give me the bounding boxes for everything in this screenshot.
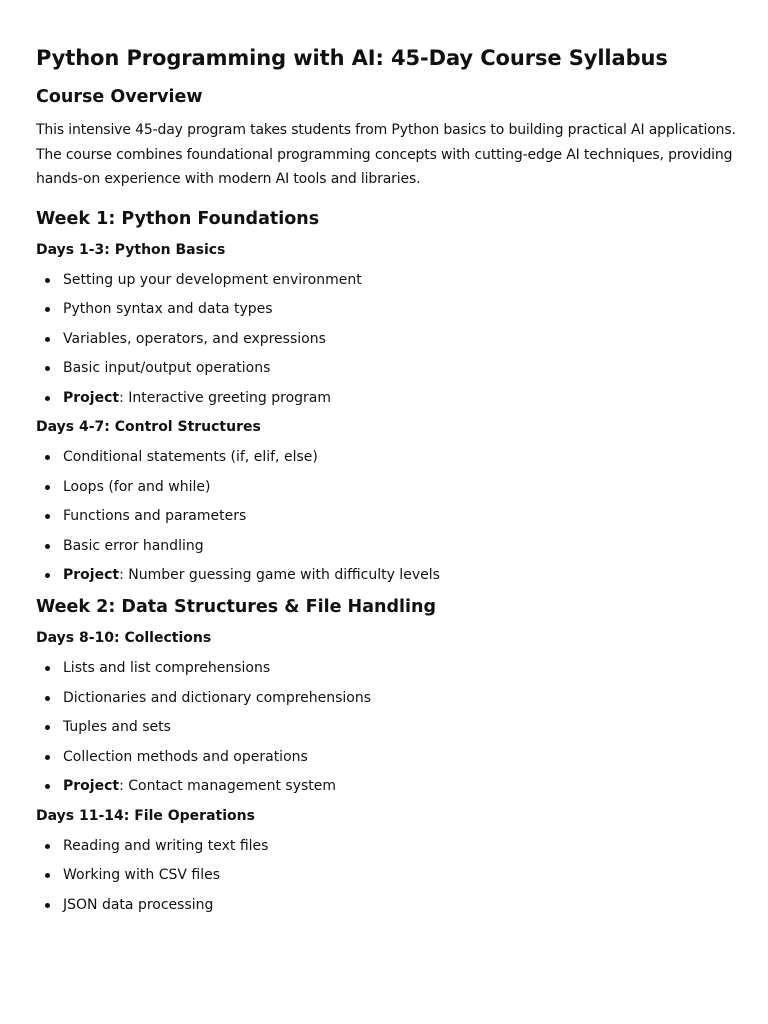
topic-list (36, 270, 732, 408)
days-heading: Days 8-10: Collections (36, 630, 212, 646)
days-heading: Days 1-3: Python Basics (36, 241, 226, 258)
list-item (36, 329, 732, 349)
bullet-icon (45, 455, 50, 460)
bullet-icon (45, 514, 50, 519)
list-item (36, 717, 732, 737)
bullet-icon (45, 278, 50, 283)
bullet-icon (45, 784, 50, 789)
topic-list (36, 447, 732, 585)
list-item-text: Loops (for and while) (63, 478, 211, 495)
bullet-icon (45, 396, 50, 401)
list-item-text: Working with CSV files (63, 867, 221, 883)
project-label: Project (63, 567, 120, 583)
bullet-icon (45, 725, 50, 730)
week-heading: Week 2: Data Structures & File Handling (36, 597, 436, 617)
bullet-icon (45, 755, 50, 760)
list-item-text: JSON data processing (63, 896, 214, 913)
list-item (36, 776, 732, 796)
days-heading: Days 11-14: File Operations (36, 807, 255, 824)
list-item-text: Basic error handling (63, 537, 204, 554)
overview-text: This intensive 45-day program takes students from Python basics to building practical AI applications. The course combines foundational programming concepts with cutting-edge AI techniques, providing hands-on experience with modern AI tools and libraries. (36, 122, 736, 187)
list-item (36, 865, 732, 885)
list-item (36, 388, 732, 408)
list-item (36, 358, 732, 378)
page-title: Python Programming with AI: 45-Day Course Syllabus (36, 46, 668, 70)
list-item-text: Lists and list comprehensions (63, 660, 271, 676)
bullet-icon (45, 366, 50, 371)
week-heading: Week 1: Python Foundations (36, 208, 320, 229)
list-item-text: Variables, operators, and expressions (63, 330, 326, 347)
bullet-icon (45, 307, 50, 312)
list-item (36, 447, 732, 467)
list-item-text: : Contact management system (119, 778, 337, 794)
list-item (36, 506, 732, 526)
list-item-text: Collection methods and operations (63, 748, 308, 765)
list-item (36, 565, 732, 585)
week-section (36, 595, 732, 915)
list-item (36, 658, 732, 678)
list-item-text: Dictionaries and dictionary comprehensions (63, 689, 372, 706)
topic-list (36, 836, 732, 915)
list-item-text: : Number guessing game with difficulty levels (119, 567, 440, 583)
list-item-text: Setting up your development environment (63, 271, 362, 288)
bullet-icon (45, 337, 50, 342)
bullet-icon (45, 873, 50, 878)
week-section (36, 207, 732, 586)
list-item (36, 688, 732, 708)
list-item-text: Conditional statements (if, elif, else) (63, 449, 318, 465)
list-item (36, 270, 732, 290)
bullet-icon (45, 844, 50, 849)
bullet-icon (45, 696, 50, 701)
project-label: Project (63, 778, 120, 794)
list-item (36, 536, 732, 556)
bullet-icon (45, 573, 50, 578)
list-item (36, 477, 732, 497)
list-item-text: Functions and parameters (63, 508, 247, 524)
list-item (36, 747, 732, 767)
list-item-text: Tuples and sets (63, 719, 171, 735)
bullet-icon (45, 666, 50, 671)
list-item-text: : Interactive greeting program (119, 389, 332, 406)
weeks-container (36, 207, 732, 915)
bullet-icon (45, 544, 50, 549)
overview-heading: Course Overview (36, 87, 203, 107)
list-item-text: Basic input/output operations (63, 360, 271, 376)
bullet-icon (45, 903, 50, 908)
list-item-text: Reading and writing text files (63, 837, 269, 854)
project-label: Project (63, 389, 120, 406)
list-item-text: Python syntax and data types (63, 301, 273, 317)
list-item (36, 836, 732, 856)
list-item (36, 299, 732, 319)
days-heading: Days 4-7: Control Structures (36, 419, 261, 435)
topic-list (36, 658, 732, 796)
bullet-icon (45, 485, 50, 490)
list-item (36, 895, 732, 915)
